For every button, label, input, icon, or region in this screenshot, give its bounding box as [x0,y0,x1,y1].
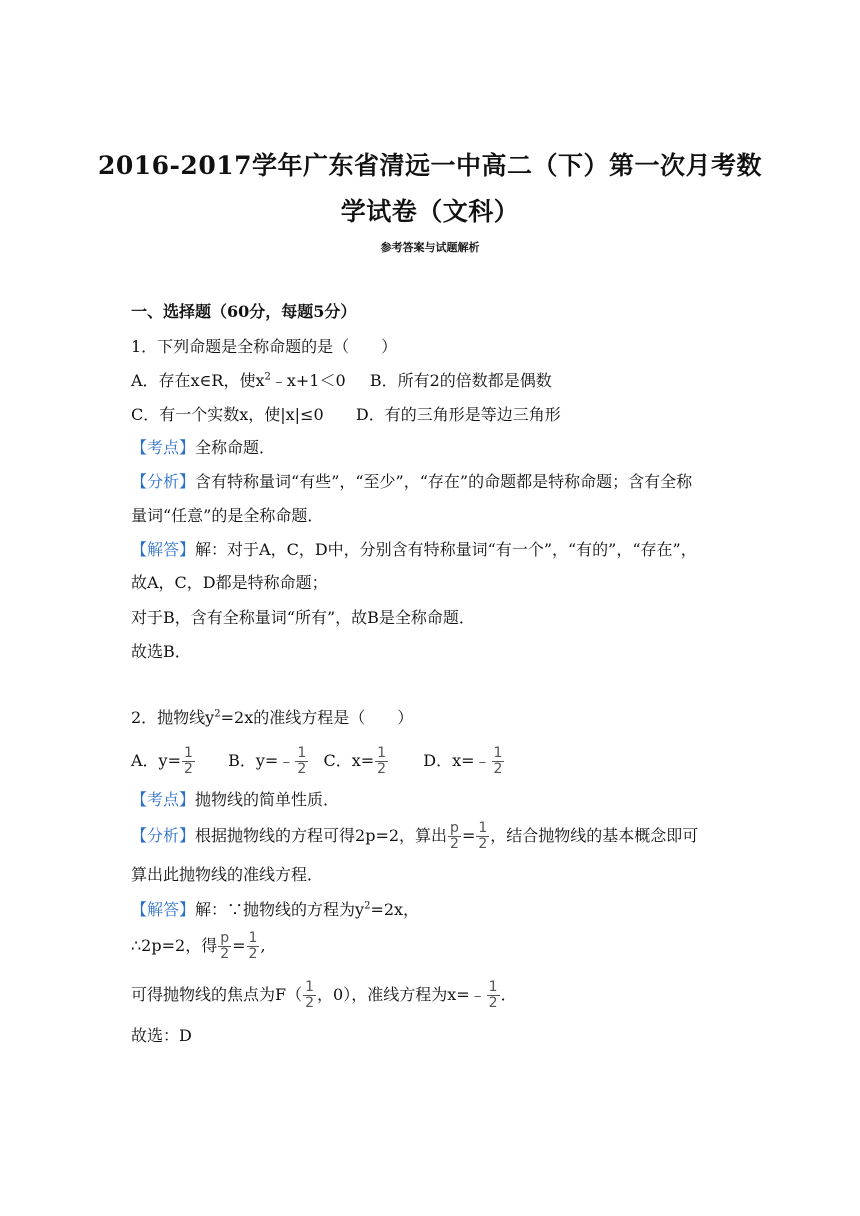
q1-jieda-text-4: 故选B． [131,642,191,661]
fraction-one-half: $\frac{1}{2}$ [478,820,488,852]
q1-fenxi-text-1: 含有特称量词“有些”，“至少”，“存在”的命题都是特称命题；含有全称 [195,472,693,491]
q1-jieda-tag: 【解答】 [131,540,196,559]
q1-jieda-text-1: 解：对于A，C，D中，分别含有特称量词“有一个”，“有的”，“存在”， [195,540,697,559]
q2-options [131,744,505,778]
q1-jieda-text-3: 对于B，含有全称量词“所有”，故B是全称命题． [131,608,475,627]
fraction-p-over-2: $\frac{p}{2}$ [220,930,230,962]
q1-option-a: A．存在x∈R，使$x^2﹣x+1<0$ [131,371,346,390]
fraction-p-over-2: $\frac{p}{2}$ [450,820,459,852]
q2-stem: 2．抛物线$y^2=2x$的准线方程是（ ） [131,708,414,727]
fraction-one-half: $\frac{1}{2}$ [305,979,315,1011]
q2-jieda-tag: 【解答】 [131,900,196,919]
q1-fenxi-text-2: 量词“任意”的是全称命题． [131,506,324,525]
fraction-one-half: $\frac{1}{2}$ [184,745,193,777]
fraction-one-half: $\frac{1}{2}$ [488,979,498,1011]
q2-option-a: A．y= $\frac{1}{2}$ [131,745,193,777]
q1-fenxi [131,471,692,493]
q2-fenxi: 【分析】根据抛物线的方程可得2p=2，算出 $\frac{p}{2}$ = $\frac{1}{2}$ ，结合抛物线的基本概念即可 [131,820,699,852]
q2-option-c: C．x= $\frac{1}{2}$ [323,745,387,777]
q1-option-c: C．有一个实数x，使|x|≤0 [131,405,324,424]
fraction-one-half: $\frac{1}{2}$ [297,745,307,777]
document-subtitle: 参考答案与试题解析 [380,241,480,254]
document-title-line-1: 2016-2017学年广东省清远一中高二（下）第一次月考数 [97,151,763,180]
q1-options-ab [131,370,552,392]
q2-option-b: B．y=﹣ $\frac{1}{2}$ [228,745,307,777]
section-heading: 一、选择题（60分，每题5分） [131,302,357,321]
q1-fenxi-tag: 【分析】 [131,472,196,491]
q1-kaodian-tag: 【考点】 [131,438,196,457]
q1-option-d: D．有的三角形是等边三角形 [355,405,561,424]
q2-jieda-text-2: ∴2p=2，得 $\frac{p}{2}$ = $\frac{1}{2}$ , [131,930,266,962]
q2-kaodian [131,789,339,811]
q1-stem: 1．下列命题是全称命题的是（ ） [131,337,398,356]
q1-option-b: B．所有2的倍数都是偶数 [369,371,552,390]
q1-options-cd [131,404,561,426]
q1-jieda [131,539,697,561]
q2-jieda-text-3: 可得抛物线的焦点为F（ $\frac{1}{2}$ ，0），准线方程为x=﹣ $\frac{1}{2}$ ． [131,979,517,1011]
q2-jieda: 【解答】解：∵抛物线的方程为$y^2=2x$， [131,900,420,919]
q2-fenxi-text-2: 算出此抛物线的准线方程． [131,865,324,884]
q2-fenxi-tag: 【分析】 [131,826,196,845]
fraction-one-half: $\frac{1}{2}$ [377,745,387,777]
q2-jieda-text-4: 故选：D [131,1026,192,1045]
q2-kaodian-text: 抛物线的简单性质． [195,790,340,809]
q2-option-d: D．x=﹣ $\frac{1}{2}$ [423,745,503,777]
q2-kaodian-tag: 【考点】 [131,790,196,809]
fraction-one-half: $\frac{1}{2}$ [248,930,258,962]
q1-kaodian [131,437,275,459]
q1-jieda-text-2: 故A，C，D都是特称命题； [131,573,328,592]
fraction-one-half: $\frac{1}{2}$ [493,745,503,777]
document-title-line-2: 学试卷（文科） [340,197,520,226]
q1-kaodian-text: 全称命题． [195,438,276,457]
